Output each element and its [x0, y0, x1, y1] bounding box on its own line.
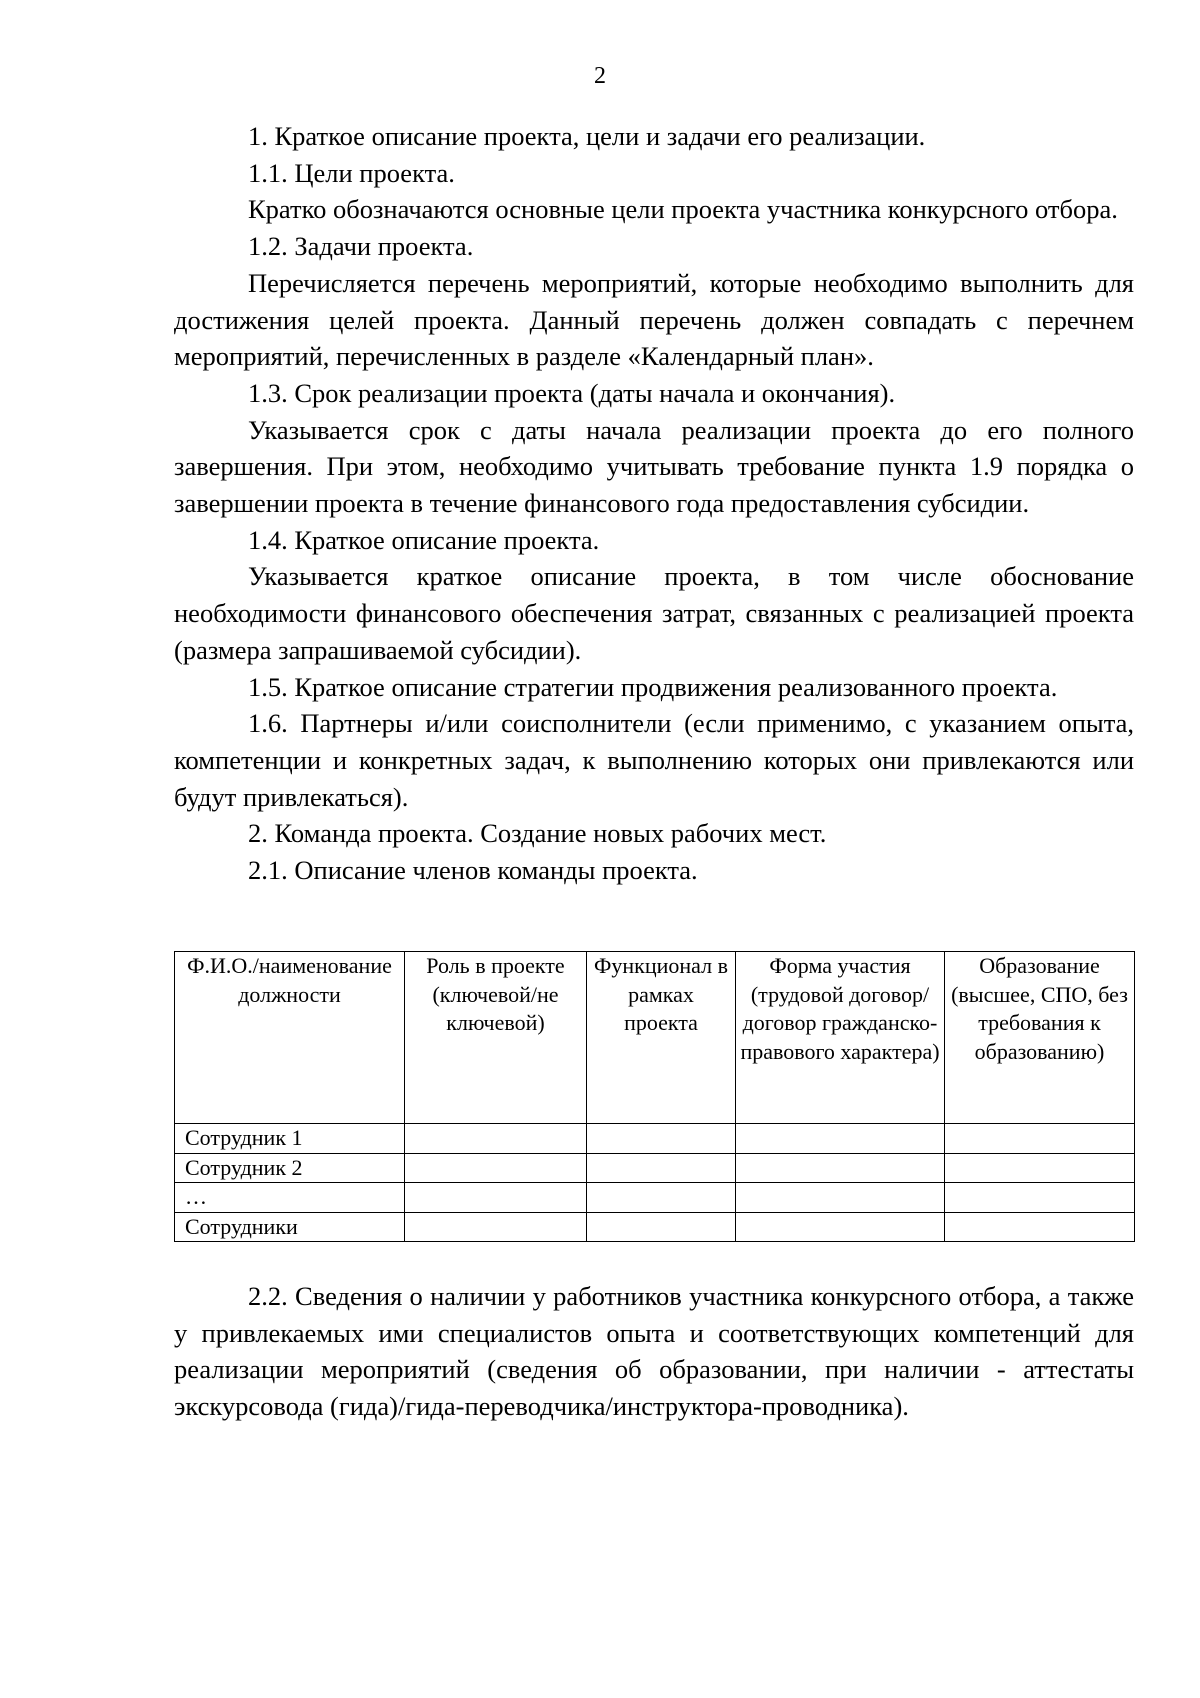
heading-1-4: 1.4. Краткое описание проекта. [248, 524, 600, 555]
table-cell: … [175, 1183, 405, 1213]
table-cell [405, 1212, 587, 1242]
heading-1-2: 1.2. Задачи проекта. [248, 231, 474, 262]
heading-section-1: 1. Краткое описание проекта, цели и задачи его реализации. [248, 121, 926, 151]
table-cell [587, 1183, 736, 1213]
paragraph-1-3: Указывается срок с даты начала реализации проекта до его полного завершения. При этом, необходимо учитывать требование пункта 1.9 порядка о завершении проекта в течение финансового года предоставления субсидии. [174, 414, 1134, 519]
table-cell: Сотрудник 1 [175, 1124, 405, 1154]
header-participation-form: Форма участия (трудовой договор/договор гражданско-правового характера) [736, 952, 945, 1124]
table-cell [405, 1124, 587, 1154]
table-row [175, 1183, 1135, 1213]
page-number: 2 [594, 63, 606, 89]
team-table [174, 951, 1135, 1242]
heading-1-6: 1.6. Партнеры и/или соисполнители (если применимо, с указанием опыта, компетенции и конкретных задач, к выполнению которых они привлекаются или будут привлекаться). [174, 708, 1134, 812]
table-cell [736, 1124, 945, 1154]
header-education: Образование (высшее, СПО, без требования к образованию) [945, 952, 1135, 1124]
heading-1-3: 1.3. Срок реализации проекта (даты начала и окончания). [248, 377, 896, 408]
table-cell [736, 1183, 945, 1213]
table-cell: Сотрудник 2 [175, 1153, 405, 1183]
table-cell [945, 1183, 1135, 1213]
header-name-position: Ф.И.О./наименование должности [175, 952, 405, 1124]
table-cell: Сотрудники [175, 1212, 405, 1242]
table-row [175, 1212, 1135, 1242]
table-cell [587, 1124, 736, 1154]
section-2-2 [174, 1278, 1134, 1425]
paragraph-1-4: Указывается краткое описание проекта, в том числе обоснование необходимости финансового обеспечения затрат, связанных с реализацией проекта (размера запрашиваемой субсидии). [174, 561, 1134, 665]
table-cell [587, 1153, 736, 1183]
table-cell [945, 1124, 1135, 1154]
table-cell [945, 1153, 1135, 1183]
table-cell [405, 1153, 587, 1183]
table-cell [945, 1212, 1135, 1242]
paragraph-2-2: 2.2. Сведения о наличии у работников участника конкурсного отбора, а также у привлекаемых ими специалистов опыта и соответствующих компетенций для реализации мероприятий (сведения об образовании, при наличии - аттестаты экскурсовода (гида)/гида-переводчика/инструктора-проводника). [174, 1281, 1134, 1422]
header-role: Роль в проекте (ключевой/не ключевой) [405, 952, 587, 1124]
heading-section-2: 2. Команда проекта. Создание новых рабочих мест. [248, 818, 827, 849]
table-header-row [175, 952, 1135, 1124]
table-cell [736, 1212, 945, 1242]
heading-2-1: 2.1. Описание членов команды проекта. [248, 855, 698, 886]
document-body [174, 118, 1134, 889]
table-row [175, 1124, 1135, 1154]
paragraph-1-1: Кратко обозначаются основные цели проекта участника конкурсного отбора. [248, 194, 1118, 225]
table-cell [405, 1183, 587, 1213]
heading-1-1: 1.1. Цели проекта. [248, 157, 455, 188]
paragraph-1-2: Перечисляется перечень мероприятий, которые необходимо выполнить для достижения целей проекта. Данный перечень должен совпадать с перечнем мероприятий, перечисленных в разделе «Календарный план». [174, 267, 1134, 372]
heading-1-5: 1.5. Краткое описание стратегии продвижения реализованного проекта. [248, 671, 1058, 702]
table-cell [587, 1212, 736, 1242]
table-row [175, 1153, 1135, 1183]
table-cell [736, 1153, 945, 1183]
header-function: Функционал в рамках проекта [587, 952, 736, 1124]
